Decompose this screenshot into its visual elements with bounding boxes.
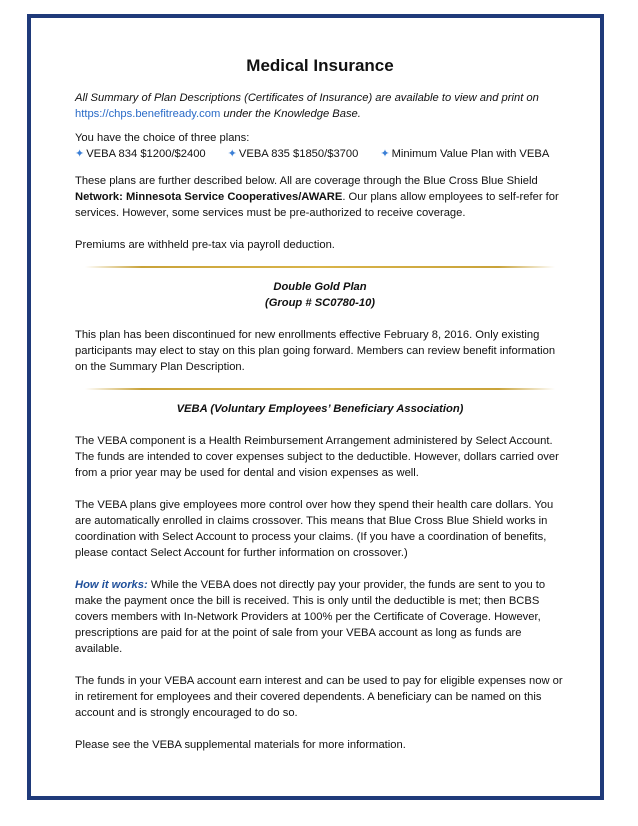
double-gold-heading: Double Gold Plan: [273, 281, 367, 293]
gold-divider: [85, 388, 555, 390]
veba-paragraph-4: The funds in your VEBA account earn interest and can be used to pay for eligible expenses now or in retirement for employees and their covered dependents. A beneficiary can be named on this account and is strongly encouraged to do so.: [75, 675, 563, 719]
star-icon: ✦: [227, 148, 237, 160]
description-text-end: . Our plans allow employees to self-refer for services. However, some services must be pre-authorized to receive coverage.: [75, 191, 559, 219]
star-icon: ✦: [380, 148, 390, 160]
premiums-note: Premiums are withheld pre-tax via payroll deduction.: [75, 239, 335, 251]
network-name: Network: Minnesota Service Cooperatives/AWARE: [75, 191, 343, 203]
intro-text: All Summary of Plan Descriptions (Certificates of Insurance) are available to view and print on: [75, 92, 539, 104]
plans-list: [75, 146, 565, 162]
how-it-works-text: While the VEBA does not directly pay your provider, the funds are sent to you to make the payment once the bill is received. This is only until the deductible is met; then BCBS covers members with In-Network Providers at 100% per the Certificate of Coverage. However, prescriptions are paid for at the point of sale from your VEBA account as long as funds are available.: [75, 579, 546, 655]
plans-description: [75, 173, 565, 221]
plans-intro: You have the choice of three plans:: [75, 132, 250, 144]
document-page: [75, 56, 565, 753]
veba-paragraph-5: Please see the VEBA supplemental materials for more information.: [75, 739, 406, 751]
veba-paragraph-1: The VEBA component is a Health Reimbursement Arrangement administered by Select Account. The funds are intended to cover expenses subject to the deductible. However, dollars carried over from a prior year may be used for dental and vision expenses as well.: [75, 435, 559, 479]
plan-item: [380, 146, 549, 162]
benefitready-link[interactable]: https://chps.benefitready.com: [75, 108, 221, 120]
veba-how-it-works: [75, 577, 565, 657]
double-gold-group: (Group # SC0780-10): [264, 297, 376, 309]
intro-text-end: under the Knowledge Base.: [220, 108, 361, 120]
plan-label: Minimum Value Plan with VEBA: [391, 148, 550, 160]
plan-item: [75, 146, 206, 162]
plan-label: VEBA 835 $1850/$3700: [238, 148, 359, 160]
gold-divider: [85, 266, 555, 268]
veba-heading: VEBA (Voluntary Employees’ Beneficiary Association): [176, 403, 464, 415]
how-it-works-label: How it works:: [75, 579, 148, 591]
intro-paragraph: [75, 90, 565, 122]
description-text: These plans are further described below. All are coverage through the Blue Cross Blue Shield: [75, 175, 538, 187]
page-title: Medical Insurance: [246, 56, 394, 75]
plan-item: [228, 146, 359, 162]
veba-paragraph-2: The VEBA plans give employees more control over how they spend their health care dollars. You are automatically enrolled in claims crossover. This means that Blue Cross Blue Shield works in coordination with Select Account to process your claims. (If you have a coordination of benefits, please contact Select Account for further information on crossover.): [75, 499, 554, 559]
star-icon: ✦: [75, 148, 85, 160]
double-gold-body: This plan has been discontinued for new enrollments effective February 8, 2016. Only existing participants may elect to stay on this plan going forward. Members can review benefit information on the Summary Plan Description.: [75, 329, 556, 373]
plan-label: VEBA 834 $1200/$2400: [86, 148, 206, 160]
